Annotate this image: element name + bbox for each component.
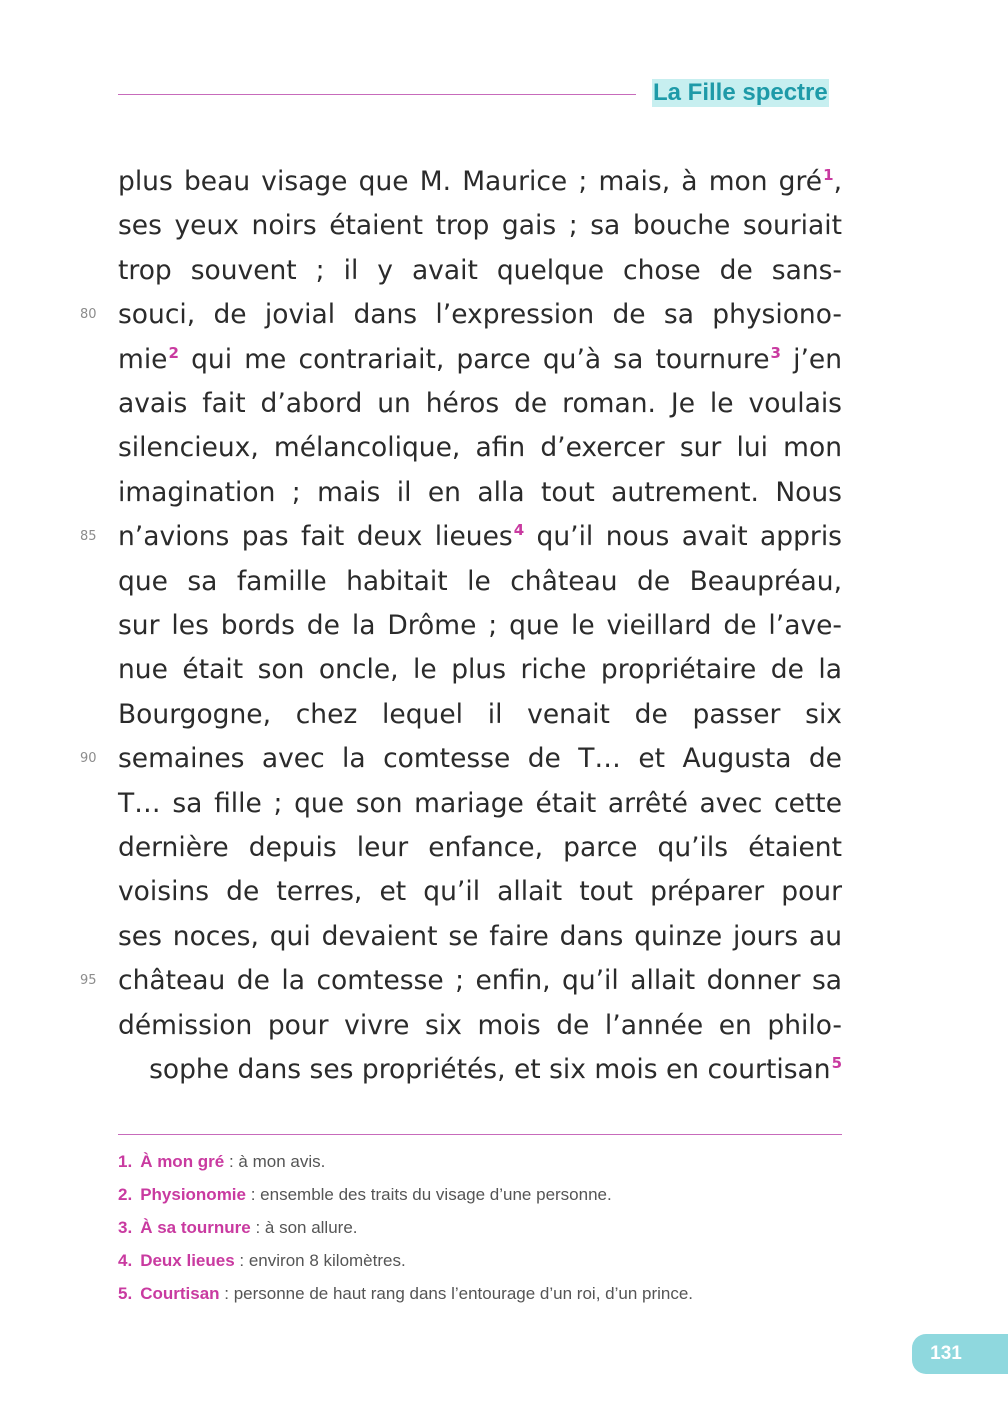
line-text: voisins de terres, et qu’il allait tout préparer pour	[118, 876, 842, 908]
line-text: imagination ; mais il en alla tout autrement. Nous	[118, 476, 842, 508]
footnote-number: 4.	[118, 1251, 133, 1270]
text-line	[118, 515, 842, 559]
text-line	[118, 782, 842, 826]
line-text: sophe dans ses propriétés, et six mois en courtisan	[149, 1054, 831, 1085]
text-line	[118, 560, 842, 604]
footnote-marker: 3	[770, 343, 781, 362]
text-line	[118, 382, 842, 426]
line-text: ses noces, qui devaient se faire dans quinze jours au	[118, 920, 842, 952]
footnote-number: 2.	[118, 1185, 133, 1204]
footnote-definition: : environ 8 kilomètres.	[234, 1251, 406, 1270]
footnote-marker: 5	[831, 1054, 842, 1072]
footnote	[118, 1183, 612, 1207]
line-number: 85	[80, 529, 97, 545]
line-text: démission pour vivre six mois de l’année en philo-	[118, 1009, 842, 1041]
footnote	[118, 1150, 325, 1174]
line-text: sur les bords de la Drôme ; que le vieillard de l’ave-	[118, 610, 842, 641]
text-line	[118, 737, 842, 781]
footnote-term: À sa tournure	[140, 1218, 251, 1237]
text-line	[118, 959, 842, 1003]
footnote	[118, 1216, 358, 1240]
text-line	[118, 604, 842, 648]
text-line	[118, 249, 842, 293]
line-text: plus beau visage que M. Maurice ; mais, à mon gré	[118, 166, 823, 197]
line-text: ,	[833, 166, 842, 197]
footnote-term: Physionomie	[140, 1185, 246, 1204]
footnote-definition: : personne de haut rang dans l’entourage d’un roi, d’un prince.	[219, 1284, 694, 1303]
text-line	[118, 204, 842, 248]
footnote-number: 5.	[118, 1284, 133, 1303]
footnote-marker: 1	[823, 166, 834, 184]
text-line	[118, 648, 842, 692]
line-text: ses yeux noirs étaient trop gais ; sa bouche souriait	[118, 210, 842, 242]
header-rule	[118, 94, 636, 95]
line-text: silencieux, mélancolique, afin d’exercer sur lui mon	[118, 432, 842, 464]
footnote	[118, 1282, 693, 1306]
line-text: Bourgogne, chez lequel il venait de passer six	[118, 698, 842, 730]
line-text: j’en	[780, 343, 842, 375]
line-text: souci, de jovial dans l’expression de sa physiono-	[118, 299, 842, 331]
line-text: avais fait d’abord un héros de roman. Je le voulais	[118, 388, 842, 419]
text-line	[118, 160, 842, 204]
line-text: semaines avec la comtesse de T… et Augusta de	[118, 743, 842, 775]
text-line	[118, 1048, 842, 1092]
line-text: trop souvent ; il y avait quelque chose de sans-	[118, 254, 842, 286]
text-line	[118, 1004, 842, 1048]
line-text: mie	[118, 343, 168, 375]
footnote	[118, 1249, 406, 1273]
footnote-definition: : ensemble des traits du visage d’une personne.	[246, 1185, 612, 1204]
footnote-number: 3.	[118, 1218, 133, 1237]
footnote-marker: 4	[513, 521, 525, 540]
text-line	[118, 826, 842, 870]
text-line	[118, 426, 842, 470]
footnote-term: Deux lieues	[140, 1251, 235, 1270]
line-number: 90	[80, 751, 97, 767]
text-line	[118, 693, 842, 737]
line-number: 80	[80, 307, 97, 323]
footnote-definition: : à son allure.	[250, 1218, 358, 1237]
line-text: T… sa fille ; que son mariage était arrêté avec cette	[118, 787, 842, 819]
footnote-term: Courtisan	[140, 1284, 220, 1303]
footnote-marker: 2	[168, 343, 179, 362]
line-text: dernière depuis leur enfance, parce qu’ils étaient	[118, 832, 842, 863]
line-text: que sa famille habitait le château de Beaupréau,	[118, 565, 842, 597]
text-line	[118, 870, 842, 914]
footnote-rule	[118, 1134, 842, 1135]
line-text: château de la comtesse ; enfin, qu’il allait donner sa	[118, 965, 842, 997]
footnote-definition: : à mon avis.	[224, 1152, 326, 1171]
line-text: qui me contrariait, parce qu’à sa tournure	[178, 343, 770, 375]
line-text: nue était son oncle, le plus riche propriétaire de la	[118, 654, 842, 686]
text-line	[118, 915, 842, 959]
running-title: La Fille spectre	[653, 79, 828, 106]
line-text: n’avions pas fait deux lieues	[118, 521, 513, 553]
line-number: 95	[80, 973, 97, 989]
text-line	[118, 338, 842, 382]
footnote-number: 1.	[118, 1152, 133, 1171]
text-line	[118, 293, 842, 337]
footnote-term: À mon gré	[140, 1152, 225, 1171]
page-number: 131	[930, 1343, 962, 1364]
text-line	[118, 471, 842, 515]
page-number-tab	[912, 1334, 1008, 1374]
line-text: qu’il nous avait appris	[524, 521, 842, 553]
